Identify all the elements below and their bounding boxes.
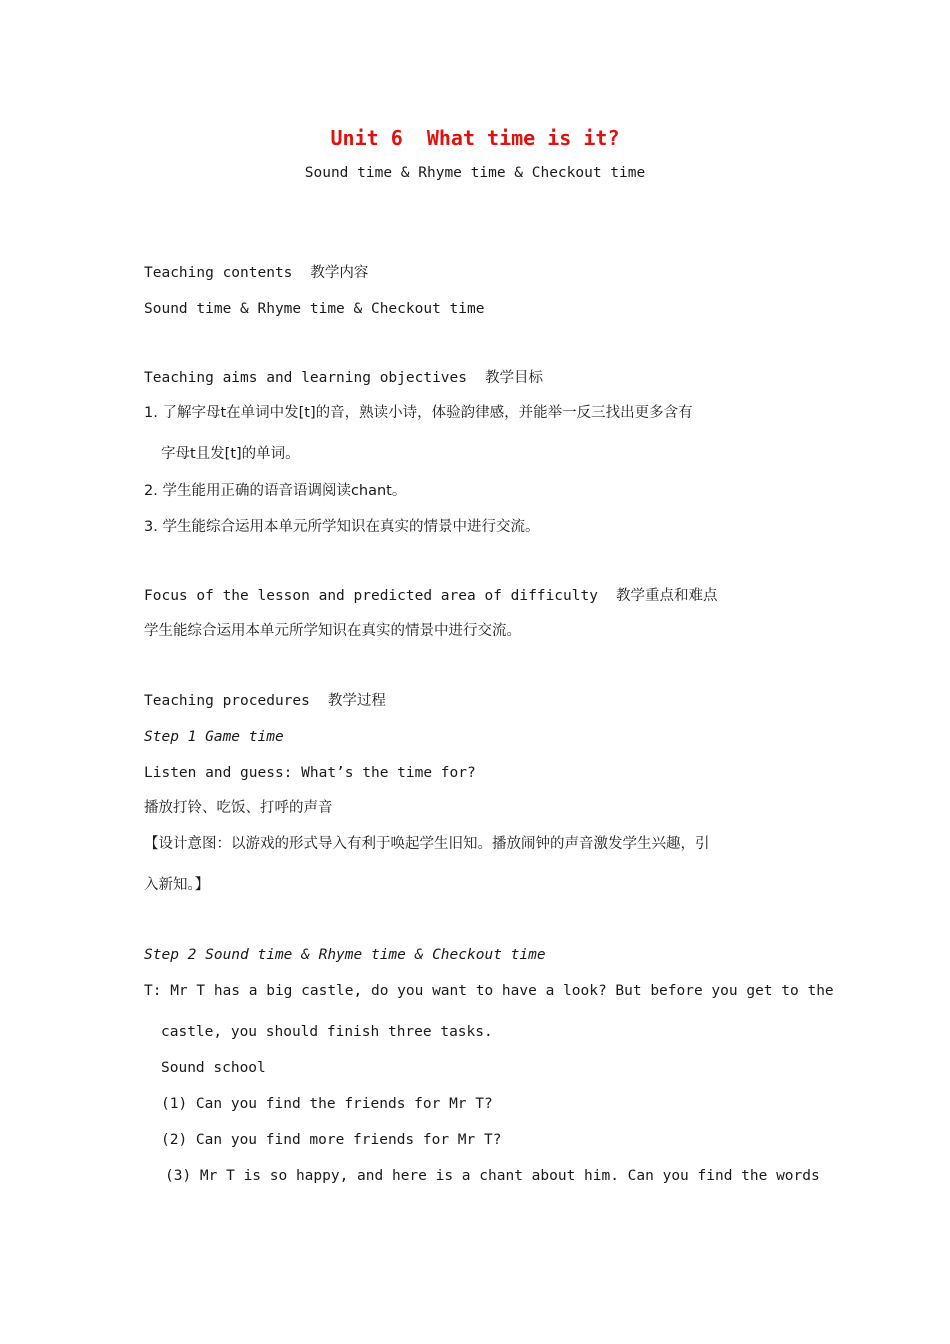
aims-item-3: 3. 学生能综合运用本单元所学知识在真实的情景中进行交流。: [144, 519, 540, 535]
aims-item-1-line-2: 字母t且发[t]的单词。: [161, 446, 300, 462]
document-title: Unit 6 What time is it?: [330, 126, 620, 150]
contents-body: Sound time & Rhyme time & Checkout time: [144, 301, 485, 317]
aims-heading-zh: 教学目标: [485, 370, 544, 386]
step-1-intent-line-1: 【设计意图：以游戏的形式导入有利于唤起学生旧知。播放闹钟的声音激发学生兴趣，引: [144, 836, 710, 852]
aims-item-2: 2. 学生能用正确的语音语调阅读chant。: [144, 483, 407, 499]
aims-heading-en: Teaching aims and learning objectives: [144, 370, 468, 386]
focus-body: 学生能综合运用本单元所学知识在真实的情景中进行交流。: [144, 623, 521, 639]
contents-heading-en: Teaching contents: [144, 265, 293, 281]
procedures-heading-en: Teaching procedures: [144, 693, 310, 709]
step-1-intent-line-2: 入新知。】: [144, 877, 210, 893]
contents-heading-zh: 教学内容: [310, 265, 369, 281]
procedures-heading-zh: 教学过程: [327, 693, 386, 709]
focus-heading: [144, 587, 717, 605]
step-2-teacher-line-2: castle, you should finish three tasks.: [161, 1024, 493, 1040]
sound-school-label: Sound school: [161, 1060, 266, 1076]
focus-heading-en: Focus of the lesson and predicted area of difficulty: [144, 588, 598, 604]
aims-heading: [144, 369, 543, 387]
document-subtitle: Sound time & Rhyme time & Checkout time: [304, 165, 646, 181]
step-1-line-2: 播放打铃、吃饭、打呼的声音: [144, 800, 333, 816]
contents-heading: [144, 264, 368, 282]
step-1-line-1: Listen and guess: What’s the time for?: [144, 765, 476, 781]
focus-heading-zh: 教学重点和难点: [615, 588, 718, 604]
step-2-teacher-line-1: T: Mr T has a big castle, do you want to have a look? But before you get to the: [144, 983, 834, 999]
step-2-title: Step 2 Sound time & Rhyme time & Checkout time: [144, 947, 546, 963]
question-1: (1) Can you find the friends for Mr T?: [161, 1096, 493, 1112]
step-1-title: Step 1 Game time: [144, 729, 284, 745]
question-2: (2) Can you find more friends for Mr T?: [161, 1132, 502, 1148]
procedures-heading: [144, 692, 386, 710]
question-3: (3) Mr T is so happy, and here is a chant about him. Can you find the words: [165, 1168, 820, 1184]
aims-item-1-line-1: 1. 了解字母t在单词中发[t]的音，熟读小诗，体验韵律感，并能举一反三找出更多含有: [144, 405, 693, 421]
